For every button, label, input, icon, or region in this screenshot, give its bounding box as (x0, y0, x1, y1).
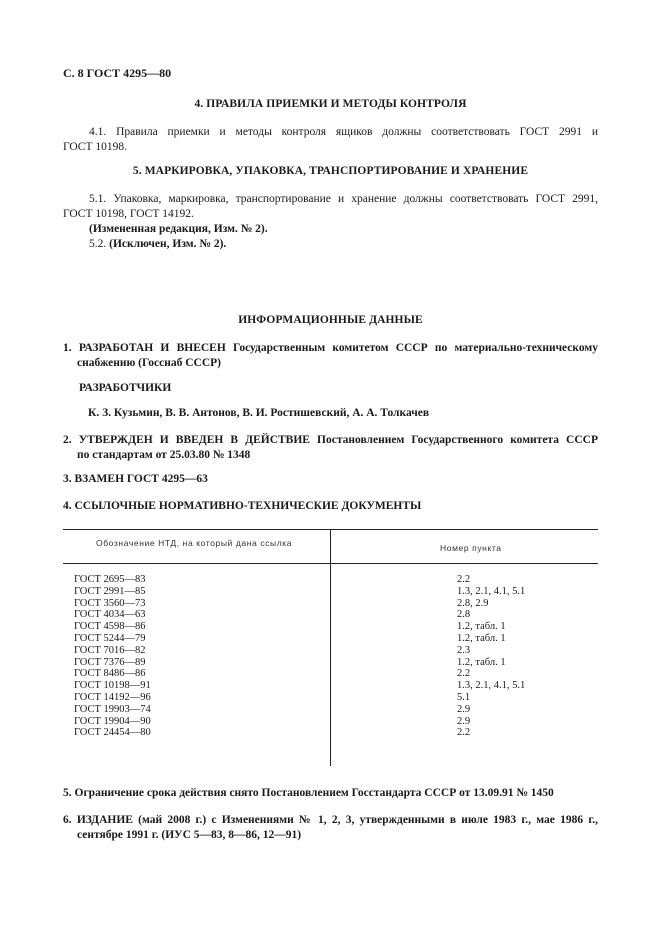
info-item-1 (63, 341, 598, 371)
info-item-2 (63, 433, 598, 463)
info-item-6-line2: сентябре 1991 г. (ИУС 5—83, 8—86, 12—91) (77, 829, 302, 841)
column-header-clause: Номер пункта (440, 543, 502, 553)
table-cell-clause: 1.2, табл. 1 (457, 621, 506, 633)
info-item-6 (63, 813, 598, 843)
table-cell-clause: 1.3, 2.1, 4.1, 5.1 (457, 680, 526, 692)
section-4-paragraph (63, 125, 598, 155)
table-cell-doc: ГОСТ 19904—90 (74, 715, 151, 727)
table-cell-doc: ГОСТ 19903—74 (74, 703, 151, 715)
section-4-p1-line2: ГОСТ 10198. (63, 141, 128, 153)
table-cell-clause: 2.2 (457, 668, 471, 680)
info-item-1-line2: снабжению (Госснаб СССР) (77, 357, 222, 369)
table-column-divider (330, 529, 331, 766)
page-header: С. 8 ГОСТ 4295—80 (63, 66, 172, 80)
table-cell-clause: 2.9 (457, 703, 471, 715)
section-5-p2-number: 5.2. (89, 238, 110, 250)
section-4-p1-line1: 4.1. Правила приемки и методы контроля ящиков должны соответствовать ГОСТ 2991 и (89, 126, 598, 138)
table-cell-clause: 2.8 (457, 609, 471, 621)
table-cell-clause: 2.9 (457, 715, 471, 727)
table-cell-clause: 2.2 (457, 574, 471, 585)
table-cell-clause: 2.8, 2.9 (457, 597, 489, 609)
table-cell-doc: ГОСТ 2695—83 (74, 574, 146, 585)
column-header-document: Обозначение НТД, на который дана ссылка (96, 538, 293, 548)
info-title: ИНФОРМАЦИОННЫЕ ДАННЫЕ (238, 314, 423, 326)
section-5-note: (Измененная редакция, Изм. № 2). (89, 223, 268, 235)
info-item-4: 4. ССЫЛОЧНЫЕ НОРМАТИВНО-ТЕХНИЧЕСКИЕ ДОКУМЕНТЫ (63, 500, 422, 512)
table-cell-doc: ГОСТ 7016—82 (74, 644, 146, 656)
table-cell-clause: 2.3 (457, 644, 471, 656)
table-cell-doc: ГОСТ 3560—73 (74, 597, 146, 609)
clause-column (457, 574, 525, 739)
info-item-1-line1: 1. РАЗРАБОТАН И ВНЕСЕН Государственным комитетом СССР по материально-техническому (63, 342, 598, 354)
info-item-2-line1: 2. УТВЕРЖДЕН И ВВЕДЕН В ДЕЙСТВИЕ Постановлением Государственного комитета СССР (63, 434, 598, 446)
table-cell-doc: ГОСТ 4034—63 (74, 609, 146, 621)
table-cell-doc: ГОСТ 10198—91 (74, 680, 151, 692)
section-4-title: 4. ПРАВИЛА ПРИЕМКИ И МЕТОДЫ КОНТРОЛЯ (194, 98, 467, 110)
table-cell-clause: 5.1 (457, 691, 471, 703)
section-5-p1-line1: 5.1. Упаковка, маркировка, транспортирование и хранение должны соответствовать ГОСТ 2991, (89, 193, 598, 205)
section-5-title: 5. МАРКИРОВКА, УПАКОВКА, ТРАНСПОРТИРОВАНИЕ И ХРАНЕНИЕ (132, 165, 529, 177)
table-cell-doc: ГОСТ 4598—86 (74, 621, 146, 633)
section-5-p2 (63, 237, 598, 252)
table-cell-doc: ГОСТ 8486—86 (74, 668, 146, 680)
section-5-p2-text: (Исключен, Изм. № 2). (109, 238, 227, 250)
info-item-3: 3. ВЗАМЕН ГОСТ 4295—63 (63, 473, 208, 485)
table-cell-doc: ГОСТ 5244—79 (74, 632, 146, 644)
table-cell-doc: ГОСТ 24454—80 (74, 727, 151, 739)
document-column (74, 574, 151, 739)
table-cell-clause: 1.3, 2.1, 4.1, 5.1 (457, 585, 526, 597)
developers-names: К. З. Кузьмин, В. В. Антонов, В. И. Ростишевский, А. А. Толкачев (88, 407, 430, 419)
section-5-p1-line2: ГОСТ 10198, ГОСТ 14192. (63, 208, 194, 220)
info-item-2-line2: по стандартам от 25.03.80 № 1348 (77, 449, 251, 461)
info-item-6-line1: 6. ИЗДАНИЕ (май 2008 г.) с Изменениями № 1, 2, 3, утвержденными в июле 1983 г., мае 1986 г., (63, 814, 598, 826)
table-cell-clause: 1.2, табл. 1 (457, 656, 506, 668)
ntd-reference-table (63, 529, 598, 766)
info-item-5: 5. Ограничение срока действия снято Постановлением Госстандарта СССР от 13.09.91 № 1450 (63, 787, 554, 799)
developers-label: РАЗРАБОТЧИКИ (79, 382, 172, 394)
table-cell-doc: ГОСТ 7376—89 (74, 656, 146, 668)
table-cell-clause: 1.2, табл. 1 (457, 632, 506, 644)
table-cell-clause: 2.2 (457, 727, 471, 739)
table-cell-doc: ГОСТ 2991—85 (74, 585, 146, 597)
section-5-paragraph (63, 192, 598, 252)
table-cell-doc: ГОСТ 14192—96 (74, 691, 151, 703)
